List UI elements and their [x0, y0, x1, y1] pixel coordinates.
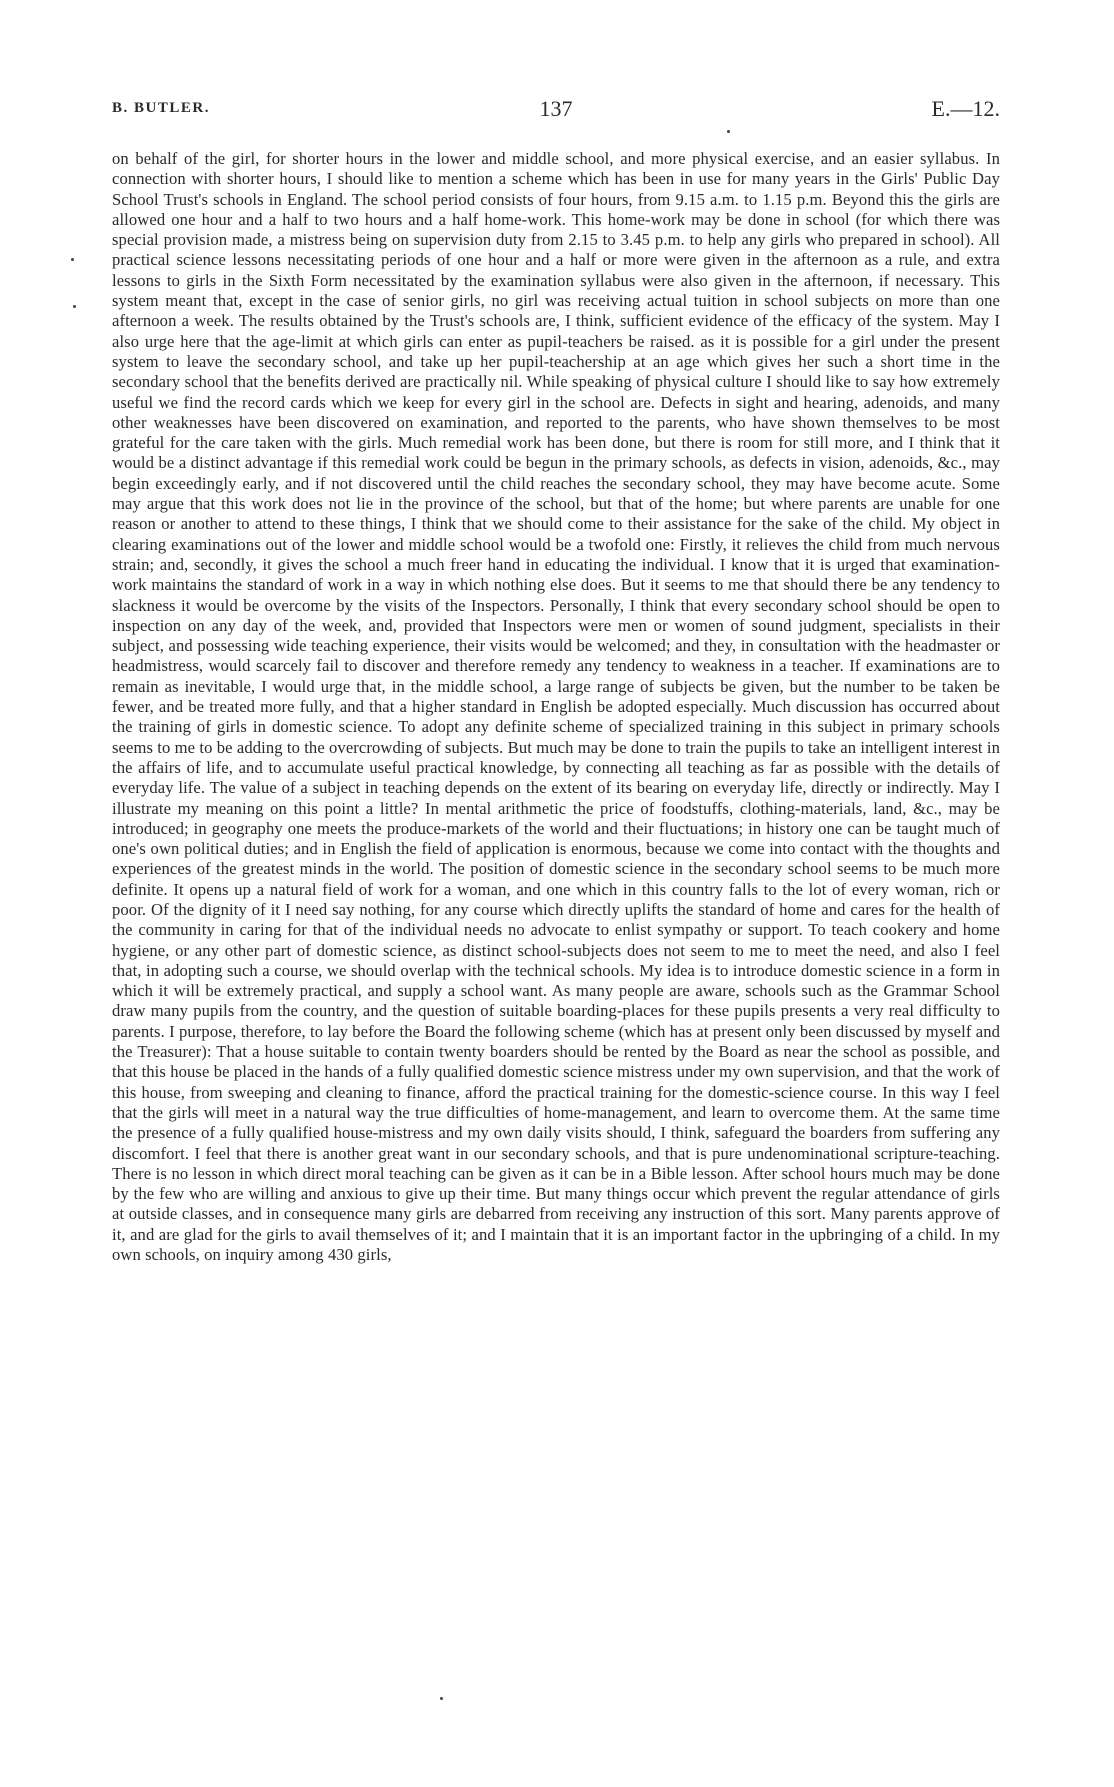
body-paragraph: on behalf of the girl, for shorter hours in the lower and middle school, and more physical exercise, and an easier syllabus. In connection with shorter hours, I should like to mention a scheme which has been in use for many years in the Girls' Public Day School Trust's schools in England. The school period consists of four hours, from 9.15 a.m. to 1.15 p.m. Beyond this the girls are allowed one hour and a half to two hours and a half home-work. This home-work may be done in school (for which there was special provision made, a mistress being on supervision duty from 2.15 to 3.45 p.m. to help any girls who prepared in school). All practical science lessons necessitating periods of one hour and a half or more were given in the afternoon as a rule, and extra lessons to girls in the Sixth Form necessitated by the examination syllabus were also given in the afternoon, if necessary. This system meant that, except in the case of senior girls, no girl was receiving actual tuition in school subjects on more than one afternoon a week. The results obtained by the Trust's schools are, I think, sufficient evidence of the efficacy of the system. May I also urge here that the age-limit at which girls can enter as pupil-teachers be raised. as it is possible for a girl under the present system to leave the secondary school, and take up her pupil-teachership at an age which gives her such a short time in the secondary school that the benefits derived are practically nil. While speaking of physical culture I should like to say how extremely useful we find the record cards which we keep for every girl in the school are. Defects in sight and hearing, adenoids, and many other weaknesses have been discovered on examination, and reported to the parents, who have shown themselves to be most grateful for the care taken with the girls. Much remedial work has been done, but there is room for still more, and I think that it would be a distinct advantage if this remedial work could be begun in the primary schools, as defects in vision, adenoids, &c., may begin exceedingly early, and if not discovered until the child reaches the secondary school, they may have become acute. Some may argue that this work does not lie in the province of the school, but that of the home; but where parents are unable for one reason or another to attend to these things, I think that we should come to their assistance for the sake of the child. My object in clearing examinations out of the lower and middle school would be a twofold one: Firstly, it relieves the child from much nervous strain; and, secondly, it gives the school a much freer hand in educating the individual. I know that it is urged that examination-work maintains the standard of work in a way in which nothing else does. But it seems to me that should there be any tendency to slackness it would be overcome by the visits of the Inspectors. Personally, I think that every secondary school should be open to inspection on any day of the week, and, provided that Inspectors were men or women of sound judgment, specialists in their subject, and possessing wide teaching experience, their visits would be welcomed; and they, in consultation with the headmaster or headmistress, would scarcely fail to discover and therefore remedy any tendency to weakness in a teacher. If examinations are to remain as inevitable, I would urge that, in the middle school, a large range of subjects be given, but the number to be taken be fewer, and be treated more fully, and that a higher standard in English be adopted especially. Much discussion has occurred about the training of girls in domestic science. To adopt any definite scheme of specialized training in this subject in primary schools seems to me to be adding to the overcrowding of subjects. But much may be done to train the pupils to take an intelligent interest in the affairs of life, and to accumulate useful practical knowledge, by connecting all teaching as far as possible with the details of everyday life. The value of a subject in teaching depends on the extent of its bearing on everyday life, directly or indirectly. May I illustrate my meaning on this point a little? In mental arithmetic the price of foodstuffs, clothing-materials, land, &c., may be introduced; in geography one meets the produce-markets of the world and their fluctuations; in history one can be taught much of one's own political duties; and in English the field of application is enormous, because we come into contact with the thoughts and experiences of the greatest minds in the world. The position of domestic science in the secondary school seems to be much more definite. It opens up a natural field of work for a woman, and one which in this country falls to the lot of every woman, rich or poor. Of the dignity of it I need say nothing, for any course which directly uplifts the standard of home and cares for the health of the community in caring for that of the individual needs no advocate to enlist sympathy or support. To teach cookery and home hygiene, or any other part of domestic science, as distinct school-subjects does not seem to me to meet the need, and also I feel that, in adopting such a course, we should overlap with the technical schools. My idea is to introduce domestic science in a form in which it will be extremely practical, and supply a school want. As many people are aware, schools such as the Grammar School draw many pupils from the country, and the question of suitable boarding-places for these pupils presents a very real difficulty to parents. I purpose, therefore, to lay before the Board the following scheme (which has at present only been discussed by myself and the Treasurer): That a house suitable to contain twenty boarders should be rented by the Board as near the school as possible, and that this house be placed in the hands of a fully qualified domestic science mistress under my own supervision, and that the work of this house, from sweeping and cleaning to finance, afford the practical training for the domestic-science course. In this way I feel that the girls will meet in a natural way the true difficulties of home-management, and learn to overcome them. At the same time the presence of a fully qualified house-mistress and my own daily visits should, I think, safeguard the boarders from suffering any discomfort. I feel that there is another great want in our secondary schools, and that is pure undenominational scripture-teaching. There is no lesson in which direct moral teaching can be given as it can be in a Bible lesson. After school hours much may be done by the few who are willing and anxious to give up their time. But many things occur which prevent the regular attendance of girls at outside classes, and in consequence many girls are debarred from receiving any instruction of this sort. Many parents approve of it, and are glad for the girls to avail themselves of it; and I maintain that it is an important factor in the upbringing of a child. In my own schools, on inquiry among 430 girls, [112, 149, 1000, 1265]
section-code: E.—12. [931, 96, 1000, 121]
page-number: 137 [539, 96, 573, 121]
stray-ink-mark [71, 258, 74, 261]
running-head-author: B. BUTLER. [112, 100, 210, 116]
stray-ink-mark [440, 1697, 443, 1700]
page-header [112, 96, 1000, 126]
stray-ink-mark [727, 130, 730, 133]
stray-ink-mark [73, 305, 76, 308]
